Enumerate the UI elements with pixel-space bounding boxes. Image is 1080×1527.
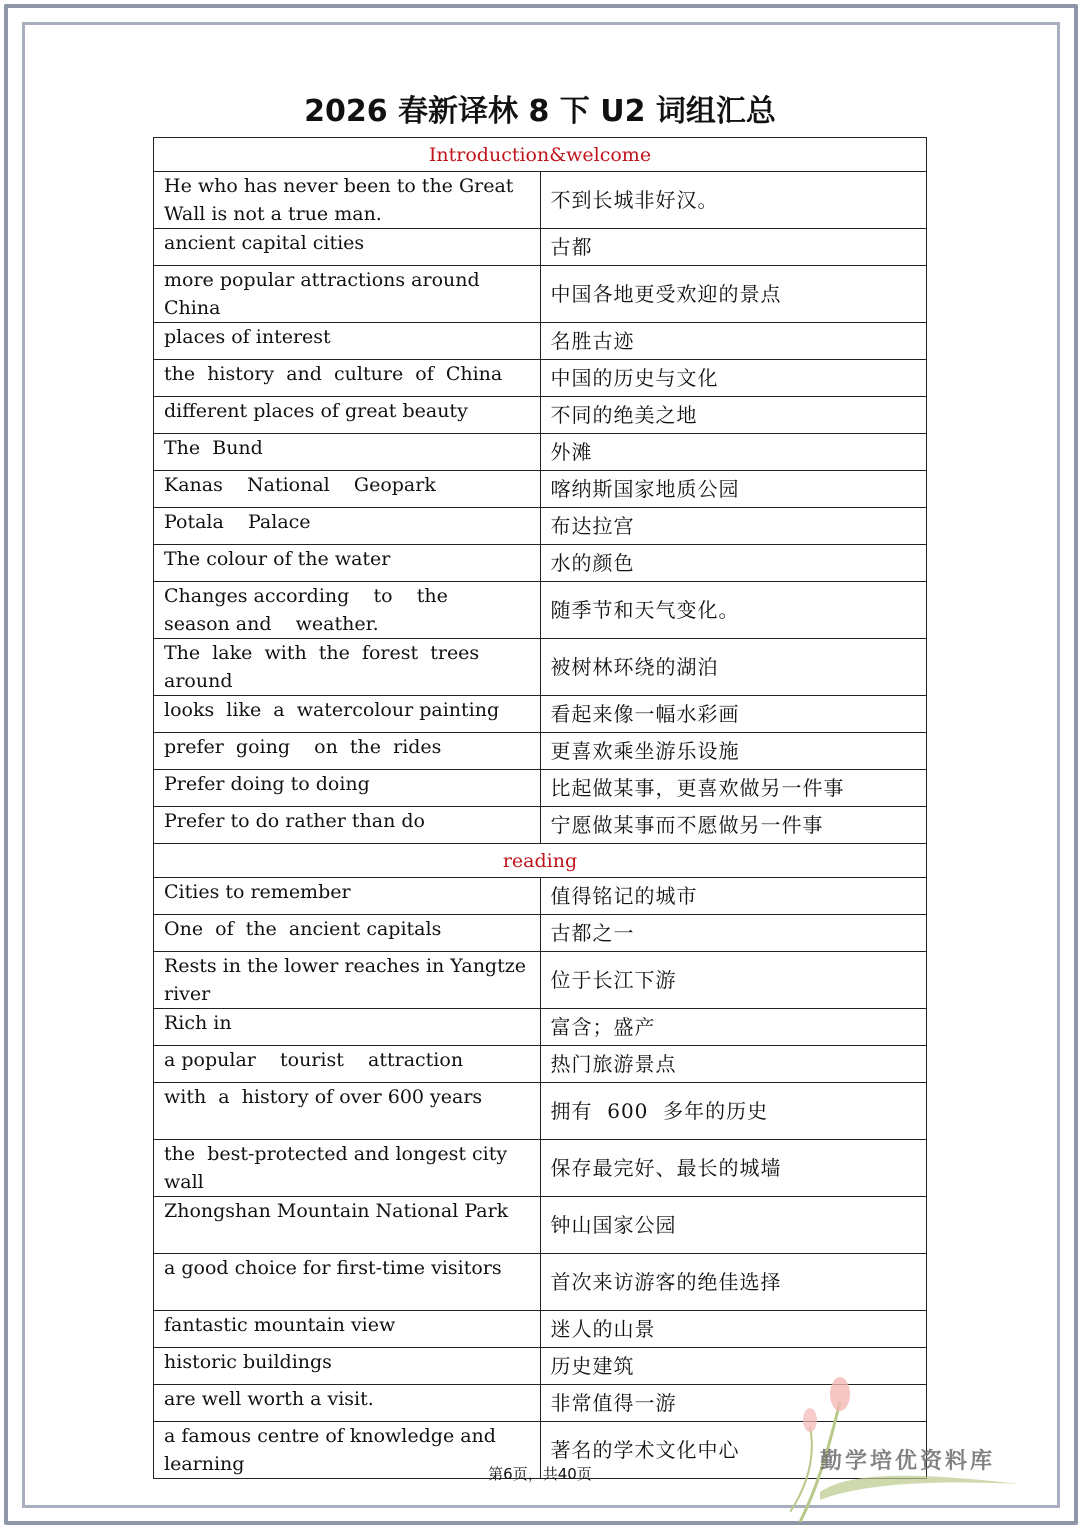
chinese-translation: 布达拉宫 <box>540 508 927 545</box>
table-row <box>154 952 927 1009</box>
chinese-translation: 富含；盛产 <box>540 1009 927 1046</box>
chinese-translation: 不到长城非好汉。 <box>540 172 927 229</box>
english-phrase: looks like a watercolour painting <box>154 696 541 733</box>
english-phrase: different places of great beauty <box>154 397 541 434</box>
table-row <box>154 229 927 266</box>
table-row <box>154 582 927 639</box>
table-row <box>154 1254 927 1311</box>
section-heading: reading <box>154 844 927 878</box>
english-phrase: Zhongshan Mountain National Park <box>154 1197 541 1254</box>
chinese-translation: 随季节和天气变化。 <box>540 582 927 639</box>
table-row <box>154 807 927 844</box>
chinese-translation: 比起做某事，更喜欢做另一件事 <box>540 770 927 807</box>
english-phrase: Prefer to do rather than do <box>154 807 541 844</box>
english-phrase: fantastic mountain view <box>154 1311 541 1348</box>
table-row <box>154 1197 927 1254</box>
chinese-translation: 看起来像一幅水彩画 <box>540 696 927 733</box>
table-row <box>154 360 927 397</box>
table-row <box>154 1311 927 1348</box>
table-row <box>154 471 927 508</box>
chinese-translation: 名胜古迹 <box>540 323 927 360</box>
english-phrase: a famous centre of knowledge and learning <box>154 1422 541 1479</box>
english-phrase: the best-protected and longest city wall <box>154 1140 541 1197</box>
table-row <box>154 397 927 434</box>
english-phrase: Kanas National Geopark <box>154 471 541 508</box>
vocab-table <box>153 137 927 1479</box>
chinese-translation: 拥有 600 多年的历史 <box>540 1083 927 1140</box>
english-phrase: The colour of the water <box>154 545 541 582</box>
english-phrase: are well worth a visit. <box>154 1385 541 1422</box>
chinese-translation: 外滩 <box>540 434 927 471</box>
table-row <box>154 1083 927 1140</box>
table-row <box>154 1140 927 1197</box>
table-row <box>154 545 927 582</box>
english-phrase: The lake with the forest trees around <box>154 639 541 696</box>
section-heading: Introduction&welcome <box>154 138 927 172</box>
english-phrase: a good choice for first-time visitors <box>154 1254 541 1311</box>
chinese-translation: 宁愿做某事而不愿做另一件事 <box>540 807 927 844</box>
chinese-translation: 水的颜色 <box>540 545 927 582</box>
english-phrase: the history and culture of China <box>154 360 541 397</box>
chinese-translation: 保存最完好、最长的城墙 <box>540 1140 927 1197</box>
english-phrase: The Bund <box>154 434 541 471</box>
chinese-translation: 非常值得一游 <box>540 1385 927 1422</box>
english-phrase: Prefer doing to doing <box>154 770 541 807</box>
table-row <box>154 639 927 696</box>
table-row <box>154 172 927 229</box>
table-row <box>154 323 927 360</box>
table-row <box>154 1009 927 1046</box>
table-row <box>154 1046 927 1083</box>
chinese-translation: 值得铭记的城市 <box>540 878 927 915</box>
table-row <box>154 696 927 733</box>
chinese-translation: 中国的历史与文化 <box>540 360 927 397</box>
chinese-translation: 钟山国家公园 <box>540 1197 927 1254</box>
english-phrase: One of the ancient capitals <box>154 915 541 952</box>
english-phrase: Changes according to the season and weather. <box>154 582 541 639</box>
page-title: 2026 春新译林 8 下 U2 词组汇总 <box>304 94 776 129</box>
table-row <box>154 434 927 471</box>
chinese-translation: 喀纳斯国家地质公园 <box>540 471 927 508</box>
english-phrase: historic buildings <box>154 1348 541 1385</box>
chinese-translation: 中国各地更受欢迎的景点 <box>540 266 927 323</box>
chinese-translation: 著名的学术文化中心 <box>540 1422 927 1479</box>
english-phrase: Rich in <box>154 1009 541 1046</box>
table-row <box>154 266 927 323</box>
chinese-translation: 更喜欢乘坐游乐设施 <box>540 733 927 770</box>
table-row <box>154 508 927 545</box>
english-phrase: Rests in the lower reaches in Yangtze river <box>154 952 541 1009</box>
table-row <box>154 915 927 952</box>
chinese-translation: 被树林环绕的湖泊 <box>540 639 927 696</box>
chinese-translation: 迷人的山景 <box>540 1311 927 1348</box>
english-phrase: He who has never been to the Great Wall is not a true man. <box>154 172 541 229</box>
english-phrase: a popular tourist attraction <box>154 1046 541 1083</box>
chinese-translation: 古都 <box>540 229 927 266</box>
section-header-row <box>154 138 927 172</box>
chinese-translation: 不同的绝美之地 <box>540 397 927 434</box>
page-footer: 第6页，共40页 <box>488 1465 592 1483</box>
chinese-translation: 首次来访游客的绝佳选择 <box>540 1254 927 1311</box>
section-header-row <box>154 844 927 878</box>
english-phrase: prefer going on the rides <box>154 733 541 770</box>
chinese-translation: 位于长江下游 <box>540 952 927 1009</box>
english-phrase: more popular attractions around China <box>154 266 541 323</box>
watermark-text: 勤学培优资料库 <box>820 1448 996 1474</box>
chinese-translation: 古都之一 <box>540 915 927 952</box>
chinese-translation: 历史建筑 <box>540 1348 927 1385</box>
chinese-translation: 热门旅游景点 <box>540 1046 927 1083</box>
english-phrase: with a history of over 600 years <box>154 1083 541 1140</box>
english-phrase: Potala Palace <box>154 508 541 545</box>
table-row <box>154 733 927 770</box>
table-row <box>154 878 927 915</box>
english-phrase: Cities to remember <box>154 878 541 915</box>
english-phrase: places of interest <box>154 323 541 360</box>
english-phrase: ancient capital cities <box>154 229 541 266</box>
table-row <box>154 770 927 807</box>
